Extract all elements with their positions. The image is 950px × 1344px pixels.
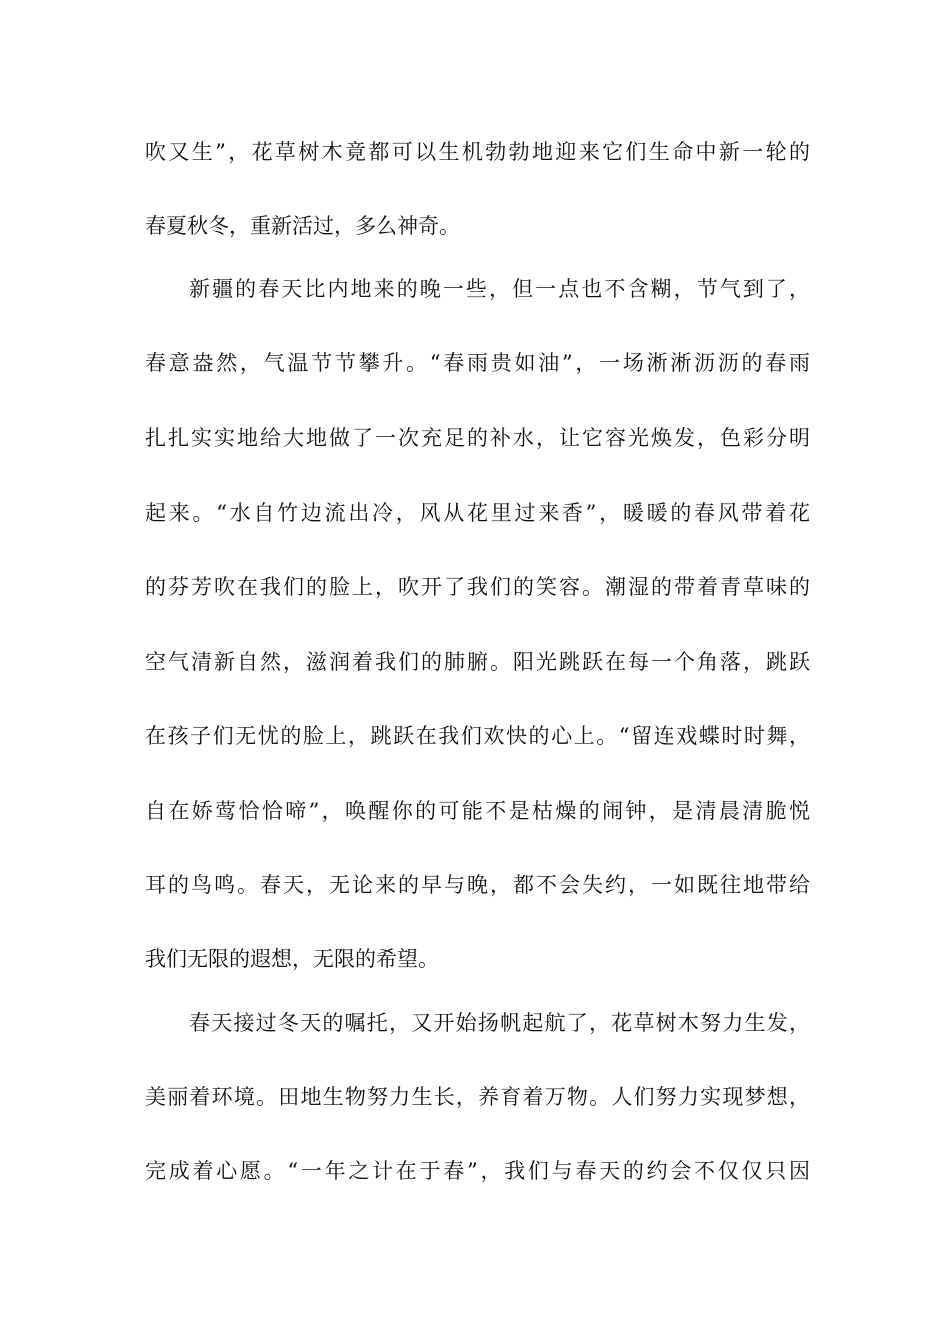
text-line-15: 完成着心愿。“一年之计在于春”，我们与春天的约会不仅仅只因 bbox=[145, 1159, 810, 1183]
text-line-14: 美丽着环境。田地生物努力生长，养育着万物。人们努力实现梦想， bbox=[145, 1085, 810, 1109]
text-line-9: 在孩子们无忧的脸上，跳跃在我们欢快的心上。“留连戏蝶时时舞， bbox=[145, 724, 810, 748]
text-line-6: 起来。“水自竹边流出冷，风从花里过来香”，暖暖的春风带着花 bbox=[145, 501, 810, 525]
text-line-8: 空气清新自然，滋润着我们的肺腑。阳光跳跃在每一个角落，跳跃 bbox=[145, 650, 810, 674]
paragraph-start-line-3: 新疆的春天比内地来的晚一些，但一点也不含糊，节气到了， bbox=[189, 277, 810, 301]
text-line-5: 扎扎实实地给大地做了一次充足的补水，让它容光焕发，色彩分明 bbox=[145, 426, 810, 450]
text-line-12: 我们无限的遐想，无限的希望。 bbox=[145, 947, 439, 971]
text-line-11: 耳的鸟鸣。春天，无论来的早与晚，都不会失约，一如既往地带给 bbox=[145, 873, 810, 897]
text-line-4: 春意盎然，气温节节攀升。“春雨贵如油”，一场淅淅沥沥的春雨 bbox=[145, 351, 810, 375]
text-line-7: 的芬芳吹在我们的脸上，吹开了我们的笑容。潮湿的带着青草味的 bbox=[145, 575, 810, 599]
text-line-1: 吹又生”，花草树木竟都可以生机勃勃地迎来它们生命中新一轮的 bbox=[145, 140, 810, 164]
text-line-2: 春夏秋冬，重新活过，多么神奇。 bbox=[145, 214, 460, 238]
text-line-10: 自在娇莺恰恰啼”，唤醒你的可能不是枯燥的闹钟，是清晨清脆悦 bbox=[145, 799, 810, 823]
paragraph-start-line-13: 春天接过冬天的嘱托，又开始扬帆起航了，花草树木努力生发， bbox=[189, 1011, 810, 1035]
